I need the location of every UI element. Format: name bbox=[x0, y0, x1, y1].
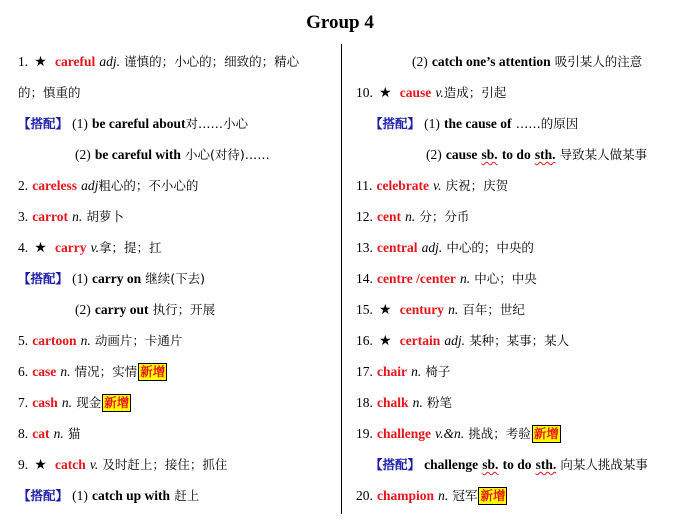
collocation-tag: 【搭配】 bbox=[18, 488, 69, 503]
definition: 造成；引起 bbox=[443, 85, 507, 100]
entry-certain bbox=[356, 331, 569, 351]
definition-continued: 的；慎重的 bbox=[18, 85, 81, 100]
collocation-phrase: sb. bbox=[481, 147, 498, 162]
definition: 动画片；卡通片 bbox=[94, 333, 183, 348]
entry-catch bbox=[18, 455, 227, 475]
new-badge: 新增 bbox=[104, 395, 130, 410]
part-of-speech: v. bbox=[90, 240, 99, 255]
part-of-speech: adj bbox=[81, 178, 99, 193]
collocation-phrase: sb. bbox=[482, 457, 499, 472]
collocation-row bbox=[426, 145, 647, 165]
collocation-phrase: catch up with bbox=[92, 488, 171, 503]
part-of-speech: n. bbox=[80, 333, 91, 348]
collocation-number: (2) bbox=[412, 54, 428, 69]
part-of-speech: n. bbox=[459, 271, 471, 286]
headword: chair bbox=[377, 364, 408, 379]
star-icon: ★ bbox=[379, 85, 392, 101]
part-of-speech: adj. bbox=[99, 54, 120, 69]
entry-cash bbox=[18, 393, 131, 413]
collocation-meaning: 赶上 bbox=[174, 488, 200, 503]
definition: 挑战；考验 bbox=[468, 426, 531, 441]
collocation-number: (2) bbox=[426, 147, 442, 162]
collocation-meaning: 继续(下去) bbox=[145, 271, 206, 286]
collocation-number: (1) bbox=[72, 116, 88, 131]
definition: 现金 bbox=[76, 395, 102, 410]
collocation-phrase: be careful with bbox=[94, 147, 181, 162]
collocation-phrase: to do bbox=[502, 457, 532, 472]
headword: cause bbox=[399, 85, 432, 100]
entry-case bbox=[18, 362, 167, 382]
entry-century bbox=[356, 300, 525, 320]
part-of-speech: v.&n. bbox=[435, 426, 465, 441]
collocation-tag: 【搭配】 bbox=[18, 116, 69, 131]
entry-number: 13. bbox=[356, 240, 373, 255]
star-icon: ★ bbox=[34, 54, 47, 70]
entry-number: 1. bbox=[18, 54, 29, 69]
collocation-number: (1) bbox=[72, 488, 88, 503]
collocation-row bbox=[75, 300, 215, 320]
collocation-meaning: 向某人挑战某事 bbox=[560, 457, 648, 472]
star-icon: ★ bbox=[34, 240, 47, 256]
entry-number: 3. bbox=[18, 209, 29, 224]
headword: catch bbox=[54, 457, 86, 472]
headword: celebrate bbox=[376, 178, 429, 193]
entry-careful-cont bbox=[18, 83, 81, 103]
collocation-row bbox=[370, 455, 648, 475]
part-of-speech: n. bbox=[411, 364, 422, 379]
part-of-speech: n. bbox=[448, 302, 459, 317]
definition: 椅子 bbox=[425, 364, 451, 379]
entry-carry bbox=[18, 238, 161, 258]
new-badge: 新增 bbox=[140, 364, 166, 379]
definition: 粗心的；不小心的 bbox=[98, 178, 199, 193]
headword: chalk bbox=[377, 395, 409, 410]
collocation-number: (2) bbox=[75, 147, 91, 162]
entry-number: 4. bbox=[18, 240, 29, 255]
collocation-number: (2) bbox=[75, 302, 91, 317]
collocation-row bbox=[18, 486, 199, 506]
page-title: Group 4 bbox=[306, 12, 374, 33]
entry-number: 14. bbox=[356, 271, 373, 286]
collocation-phrase: to do bbox=[501, 147, 531, 162]
collocation-phrase: the cause of bbox=[444, 116, 512, 131]
collocation-phrase: be careful about bbox=[92, 116, 186, 131]
collocation-tag: 【搭配】 bbox=[370, 457, 421, 472]
entry-number: 12. bbox=[356, 209, 373, 224]
definition: 粉笔 bbox=[426, 395, 452, 410]
entry-cartoon bbox=[18, 331, 182, 351]
part-of-speech: n. bbox=[72, 209, 83, 224]
collocation-meaning: 导致某人做某事 bbox=[559, 147, 648, 162]
star-icon: ★ bbox=[379, 302, 392, 318]
collocation-row bbox=[75, 145, 270, 165]
entry-chalk bbox=[356, 393, 452, 413]
collocation-phrase: sth. bbox=[535, 457, 557, 472]
entry-champion bbox=[356, 486, 507, 506]
headword: centre /center bbox=[377, 271, 456, 286]
part-of-speech: adj. bbox=[444, 333, 465, 348]
headword: careful bbox=[54, 54, 96, 69]
entry-central bbox=[356, 238, 534, 258]
entry-number: 18. bbox=[356, 395, 373, 410]
collocation-row bbox=[18, 114, 248, 134]
collocation-row bbox=[370, 114, 578, 134]
entry-cat bbox=[18, 424, 80, 444]
part-of-speech: v. bbox=[433, 178, 442, 193]
entry-number: 16. bbox=[356, 333, 373, 348]
entry-celebrate bbox=[356, 176, 508, 196]
headword: carrot bbox=[32, 209, 68, 224]
star-icon: ★ bbox=[379, 333, 392, 349]
column-divider bbox=[341, 44, 342, 514]
entry-number: 2. bbox=[18, 178, 29, 193]
headword: carry bbox=[54, 240, 87, 255]
definition: 某种；某事；某人 bbox=[469, 333, 570, 348]
headword: careless bbox=[32, 178, 77, 193]
collocation-tag: 【搭配】 bbox=[370, 116, 421, 131]
entry-centre bbox=[356, 269, 537, 289]
headword: central bbox=[377, 240, 418, 255]
collocation-phrase: cause bbox=[445, 147, 478, 162]
entry-carrot bbox=[18, 207, 124, 227]
headword: cat bbox=[32, 426, 50, 441]
part-of-speech: n. bbox=[53, 426, 64, 441]
headword: certain bbox=[399, 333, 441, 348]
definition: 及时赶上；接住；抓住 bbox=[102, 457, 228, 472]
entry-careful bbox=[18, 52, 299, 72]
entry-number: 6. bbox=[18, 364, 29, 379]
entry-number: 10. bbox=[356, 85, 373, 100]
star-icon: ★ bbox=[34, 457, 47, 473]
headword: cash bbox=[32, 395, 58, 410]
collocation-number: (1) bbox=[424, 116, 440, 131]
definition: 情况；实情 bbox=[74, 364, 138, 379]
headword: champion bbox=[377, 488, 435, 503]
entry-challenge bbox=[356, 424, 561, 444]
definition: 中心；中央 bbox=[474, 271, 537, 286]
collocation-meaning: ……的原因 bbox=[515, 116, 579, 131]
headword: cartoon bbox=[32, 333, 77, 348]
new-badge: 新增 bbox=[533, 426, 559, 441]
collocation-phrase: carry out bbox=[94, 302, 149, 317]
definition: 拿；提；扛 bbox=[98, 240, 162, 255]
entry-number: 9. bbox=[18, 457, 29, 472]
entry-number: 17. bbox=[356, 364, 373, 379]
collocation-phrase: challenge bbox=[424, 457, 479, 472]
part-of-speech: v. bbox=[435, 85, 444, 100]
collocation-row bbox=[412, 52, 642, 72]
collocation-phrase: catch one’s attention bbox=[431, 54, 551, 69]
part-of-speech: n. bbox=[412, 395, 423, 410]
part-of-speech: v. bbox=[89, 457, 99, 472]
collocation-meaning: 执行；开展 bbox=[152, 302, 216, 317]
entry-number: 8. bbox=[18, 426, 29, 441]
definition: 猫 bbox=[67, 426, 81, 441]
entry-number: 7. bbox=[18, 395, 29, 410]
entry-cause bbox=[356, 83, 506, 103]
collocation-meaning: 吸引某人的注意 bbox=[554, 54, 643, 69]
definition: 冠军 bbox=[452, 488, 478, 503]
part-of-speech: n. bbox=[438, 488, 449, 503]
collocation-meaning: 小心(对待)…… bbox=[185, 147, 270, 162]
entry-number: 5. bbox=[18, 333, 29, 348]
headword: challenge bbox=[377, 426, 432, 441]
part-of-speech: n. bbox=[60, 364, 71, 379]
definition: 百年；世纪 bbox=[462, 302, 525, 317]
part-of-speech: adj. bbox=[421, 240, 443, 255]
entry-number: 20. bbox=[356, 488, 373, 503]
entry-number: 19. bbox=[356, 426, 373, 441]
definition: 谨慎的；小心的；细致的；精心 bbox=[124, 54, 300, 69]
collocation-tag: 【搭配】 bbox=[18, 271, 69, 286]
entry-cent bbox=[356, 207, 469, 227]
entry-careless bbox=[18, 176, 198, 196]
headword: cent bbox=[377, 209, 402, 224]
definition: 胡萝卜 bbox=[86, 209, 124, 224]
collocation-row bbox=[18, 269, 205, 289]
entry-number: 15. bbox=[356, 302, 373, 317]
collocation-meaning: 对……小心 bbox=[185, 116, 249, 131]
collocation-number: (1) bbox=[72, 271, 88, 286]
collocation-phrase: carry on bbox=[92, 271, 142, 286]
definition: 庆祝；庆贺 bbox=[445, 178, 509, 193]
headword: century bbox=[399, 302, 444, 317]
entry-chair bbox=[356, 362, 450, 382]
part-of-speech: n. bbox=[405, 209, 416, 224]
headword: case bbox=[32, 364, 57, 379]
definition: 中心的；中央的 bbox=[446, 240, 534, 255]
new-badge: 新增 bbox=[480, 488, 506, 503]
entry-number: 11. bbox=[356, 178, 373, 193]
collocation-phrase: sth. bbox=[534, 147, 556, 162]
definition: 分；分币 bbox=[419, 209, 470, 224]
part-of-speech: n. bbox=[61, 395, 73, 410]
